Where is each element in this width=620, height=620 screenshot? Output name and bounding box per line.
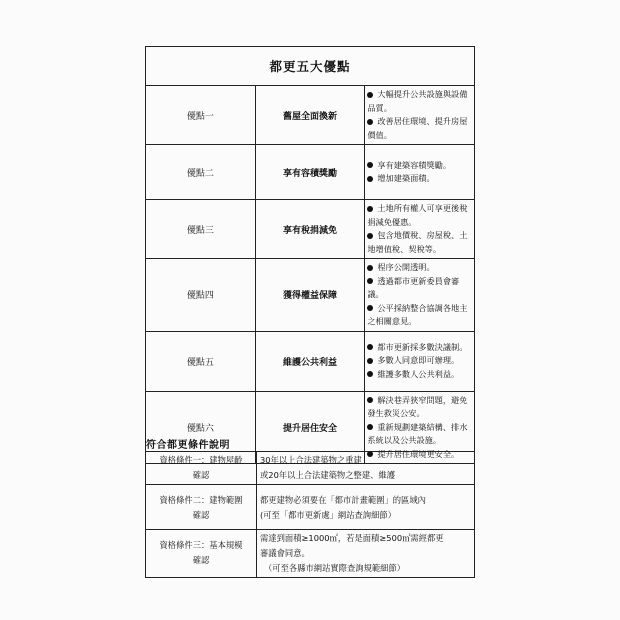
requirement-label: 資格條件一：建物屋齡 確認 (146, 452, 257, 485)
bullet-item: 提升居住環境更安全。 (367, 448, 472, 462)
advantage-name: 舊屋全面換新 (255, 86, 365, 145)
requirement-label: 資格條件二：建物範圍 確認 (146, 485, 257, 530)
requirements-table (145, 451, 475, 578)
bullet-dot-icon (367, 233, 373, 239)
bullet-item: 改善居住環境、提升房屋價值。 (367, 116, 468, 140)
requirement-row-2 (146, 485, 475, 530)
advantage-row-1 (146, 86, 475, 145)
bullet-item: 享有建築容積獎勵。 (367, 159, 472, 173)
bullet-dot-icon (367, 92, 373, 98)
bullet-item: 增加建築面積。 (367, 172, 472, 186)
advantage-row-4 (146, 259, 475, 332)
bullet-dot-icon (367, 265, 373, 271)
requirement-description: 都更建物必須要在「都市計畫範圍」的區域內 (可至「都市更新處」網站查詢細節） (257, 485, 475, 530)
bullet-dot-icon (367, 162, 373, 168)
advantage-row-2 (146, 145, 475, 200)
advantage-number: 優點一 (146, 86, 256, 145)
bullet-item: 公平採納整合協調各地主之相關意見。 (367, 302, 468, 326)
bullet-dot-icon (367, 176, 373, 182)
bullet-item: 都市更新採多數決議制。 (367, 341, 472, 355)
advantage-number: 優點二 (146, 145, 256, 200)
bullet-item: 維護多數人公共利益。 (367, 368, 472, 382)
advantage-description (365, 331, 475, 391)
advantage-number: 優點五 (146, 331, 256, 391)
advantage-name: 提升居住安全 (255, 391, 365, 464)
bullet-item: 包含地價稅、房屋稅、土地增值稅、契稅等。 (367, 230, 468, 254)
advantage-number: 優點四 (146, 259, 256, 332)
requirement-label: 資格條件三：基本規模 確認 (146, 530, 257, 578)
advantage-row-3 (146, 200, 475, 259)
requirement-row-1 (146, 452, 475, 485)
advantage-description (365, 259, 475, 332)
advantage-name: 維護公共利益 (255, 331, 365, 391)
bullet-dot-icon (367, 397, 373, 403)
bullet-dot-icon (367, 424, 373, 430)
bullet-dot-icon (367, 344, 373, 350)
bullet-item: 土地所有權人可享更後稅捐減免優惠。 (367, 203, 468, 227)
requirements-title: 符合都更條件說明 (146, 440, 230, 451)
bullet-item: 透過都市更新委員會審議。 (367, 275, 460, 299)
bullet-dot-icon (367, 206, 373, 212)
bullet-item: 大幅提升公共設施與設備品質。 (367, 89, 468, 113)
advantage-name: 享有稅捐減免 (255, 200, 365, 259)
bullet-dot-icon (367, 358, 373, 364)
requirement-description: 需達到面積≥1000㎡，若是面積≥500㎡需經都更 審議會同意。 （可至各縣市網站實際查詢規範細節） (257, 530, 475, 578)
advantage-number: 優點六 (146, 391, 256, 464)
advantage-description (365, 86, 475, 145)
bullet-dot-icon (367, 278, 373, 284)
requirement-row-3 (146, 530, 475, 578)
advantage-name: 獲得權益保障 (255, 259, 365, 332)
bullet-item: 解決巷弄狹窄問題，避免發生救災公安。 (367, 394, 468, 418)
advantage-name: 享有容積獎勵 (255, 145, 365, 200)
bullet-item: 重新規劃建築結構、排水系統以及公共設施。 (367, 421, 468, 445)
advantage-description (365, 200, 475, 259)
advantage-number: 優點三 (146, 200, 256, 259)
bullet-dot-icon (367, 305, 373, 311)
advantages-title-row (146, 47, 475, 86)
advantages-title: 都更五大優點 (146, 47, 475, 86)
advantages-table (145, 46, 475, 464)
advantage-description (365, 145, 475, 200)
bullet-dot-icon (367, 371, 373, 377)
advantage-row-5 (146, 331, 475, 391)
requirement-description: 30年以上合法建築物之重建 或20年以上合法建築物之整建、維護 (257, 452, 475, 485)
bullet-item: 程序公開透明。 (367, 261, 472, 275)
bullet-dot-icon (367, 119, 373, 125)
bullet-item: 多數人同意即可辦理。 (367, 354, 472, 368)
